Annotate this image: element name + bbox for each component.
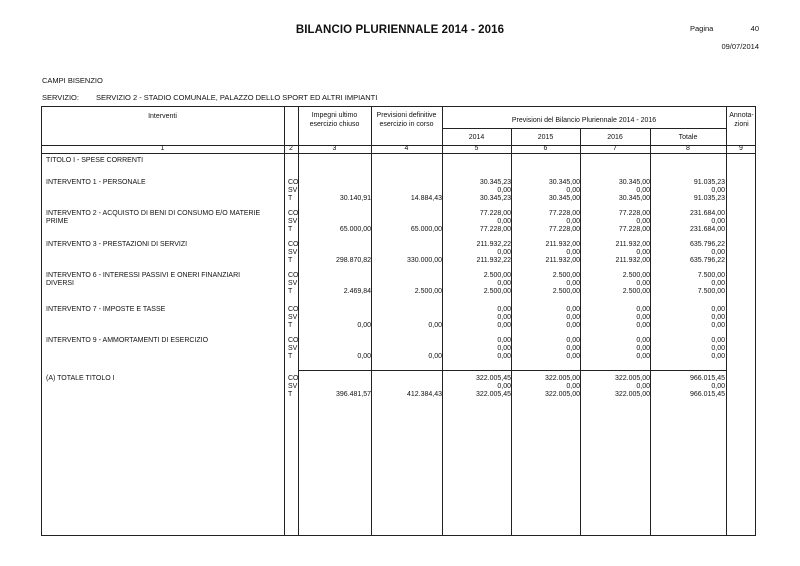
row-code: SV: [288, 383, 298, 390]
page-title: BILANCIO PLURIENNALE 2014 - 2016: [295, 24, 505, 36]
value-y2014: 0,00: [497, 218, 511, 225]
value-y2014: 0,00: [497, 280, 511, 287]
col-divider: [650, 128, 651, 536]
row-code: CO: [288, 375, 299, 382]
value-y2015: 322.005,00: [544, 391, 580, 398]
col-divider: [726, 106, 727, 536]
value-previsioni: 65.000,00: [410, 226, 442, 233]
row-code: CO: [288, 272, 299, 279]
value-totale: 0,00: [711, 322, 725, 329]
value-y2015: 0,00: [566, 383, 580, 390]
header-year-2014: 2014: [468, 134, 485, 141]
value-totale: 0,00: [711, 314, 725, 321]
value-totale: 0,00: [711, 306, 725, 313]
value-y2015: 0,00: [566, 322, 580, 329]
value-y2014: 211.932,22: [476, 241, 511, 248]
ente-name: CAMPI BISENZIO: [42, 76, 103, 85]
intervento-label: INTERVENTO 2 - ACQUISTO DI BENI DI CONSUMO E/O MATERIE PRIME: [46, 210, 261, 225]
value-y2015: 0,00: [566, 314, 580, 321]
value-y2014: 211.932,22: [476, 257, 511, 264]
col-divider: [298, 106, 299, 536]
value-y2016: 0,00: [636, 337, 650, 344]
value-totale: 966.015,45: [689, 391, 725, 398]
value-previsioni: 412.384,43: [406, 391, 442, 398]
value-totale: 966.015,45: [689, 375, 725, 382]
value-totale: 0,00: [711, 218, 725, 225]
row-code: CO: [288, 241, 299, 248]
row-code: SV: [288, 249, 298, 256]
value-y2014: 322.005,45: [475, 391, 511, 398]
value-previsioni: 0,00: [428, 322, 442, 329]
intervento-label: INTERVENTO 9 - AMMORTAMENTI DI ESERCIZIO: [46, 337, 209, 344]
header-totale: Totale: [678, 134, 698, 141]
value-y2014: 77.228,00: [479, 226, 511, 233]
header-annotazioni: Annota-zioni: [729, 112, 754, 128]
value-y2016: 322.005,00: [614, 375, 650, 382]
value-y2014: 0,00: [497, 314, 511, 321]
value-y2016: 77.228,00: [618, 210, 650, 217]
intervento-label: INTERVENTO 6 - INTERESSI PASSIVI E ONERI FINANZIARI DIVERSI: [46, 272, 241, 287]
row-code: T: [288, 391, 293, 398]
value-y2016: 30.345,00: [618, 179, 650, 186]
value-totale: 0,00: [711, 249, 725, 256]
value-y2014: 30.345,23: [479, 195, 511, 202]
value-y2014: 0,00: [497, 187, 511, 194]
header-year-2015: 2015: [537, 134, 554, 141]
value-previsioni: 14.884,43: [410, 195, 442, 202]
value-y2016: 0,00: [636, 322, 650, 329]
value-impegni: 298.870,82: [335, 257, 371, 264]
row-code: T: [288, 257, 293, 264]
value-y2014: 0,00: [497, 249, 511, 256]
intervento-label: INTERVENTO 3 - PRESTAZIONI DI SERVIZI: [46, 241, 188, 248]
value-y2015: 211.932,00: [545, 241, 580, 248]
col-number: 1: [160, 145, 165, 152]
value-y2016: 0,00: [636, 249, 650, 256]
value-totale: 91.035,23: [693, 179, 725, 186]
value-y2014: 2.500,00: [483, 288, 511, 295]
value-y2014: 0,00: [497, 322, 511, 329]
value-totale: 7.500,00: [697, 272, 725, 279]
value-totale: 91.035,23: [693, 195, 725, 202]
col-number: 7: [613, 145, 617, 152]
value-y2014: 0,00: [497, 353, 511, 360]
row-code: T: [288, 353, 293, 360]
value-totale: 0,00: [711, 280, 725, 287]
value-y2016: 0,00: [636, 306, 650, 313]
value-y2015: 0,00: [566, 280, 580, 287]
value-totale: 7.500,00: [697, 288, 725, 295]
value-totale: 635.796,22: [689, 241, 725, 248]
servizio-label: SERVIZIO:: [42, 93, 79, 102]
value-y2016: 0,00: [636, 187, 650, 194]
col-divider: [442, 106, 443, 536]
total-divider: [298, 370, 726, 371]
col-number: 9: [739, 145, 743, 152]
value-y2015: 0,00: [566, 337, 580, 344]
row-divider: [41, 153, 756, 154]
intervento-label: INTERVENTO 1 - PERSONALE: [46, 179, 146, 186]
row-code: T: [288, 288, 293, 295]
value-y2015: 77.228,00: [548, 226, 580, 233]
value-y2015: 2.500,00: [552, 272, 580, 279]
row-code: CO: [288, 179, 299, 186]
value-y2015: 0,00: [566, 249, 580, 256]
col-number: 3: [332, 145, 337, 152]
value-y2014: 30.345,23: [479, 179, 511, 186]
value-y2016: 0,00: [636, 345, 650, 352]
row-divider: [442, 128, 726, 129]
value-y2014: 77.228,00: [479, 210, 511, 217]
col-number: 2: [289, 145, 293, 152]
value-y2016: 0,00: [636, 383, 650, 390]
value-y2014: 0,00: [497, 345, 511, 352]
value-impegni: 0,00: [357, 322, 371, 329]
value-y2016: 0,00: [636, 218, 650, 225]
value-previsioni: 330.000,00: [406, 257, 442, 264]
value-previsioni: 2.500,00: [414, 288, 442, 295]
header-interventi: Interventi: [148, 113, 177, 120]
col-divider: [371, 106, 372, 536]
header-year-2016: 2016: [607, 134, 623, 141]
value-totale: 0,00: [711, 337, 725, 344]
value-y2015: 0,00: [566, 306, 580, 313]
value-y2014: 0,00: [497, 306, 511, 313]
header-impegni: Impegni ultimo esercizio chiuso: [309, 112, 360, 128]
value-y2016: 0,00: [636, 280, 650, 287]
value-y2015: 77.228,00: [548, 210, 580, 217]
value-impegni: 65.000,00: [339, 226, 371, 233]
col-number: 5: [474, 145, 479, 152]
value-y2015: 322.005,00: [544, 375, 580, 382]
report-date: 09/07/2014: [721, 42, 759, 51]
value-y2015: 211.932,00: [545, 257, 580, 264]
value-y2014: 2.500,00: [483, 272, 511, 279]
value-totale: 0,00: [711, 187, 725, 194]
value-y2015: 2.500,00: [552, 288, 580, 295]
row-code: SV: [288, 314, 298, 321]
col-number: 6: [543, 145, 548, 152]
row-code: SV: [288, 218, 298, 225]
value-totale: 0,00: [711, 345, 725, 352]
row-code: SV: [288, 280, 298, 287]
titolo-label: TITOLO I - SPESE CORRENTI: [46, 157, 144, 164]
value-y2016: 2.500,00: [622, 288, 650, 295]
value-y2015: 0,00: [566, 345, 580, 352]
row-code: T: [288, 226, 293, 233]
value-y2015: 0,00: [566, 218, 580, 225]
value-y2015: 0,00: [566, 353, 580, 360]
row-code: CO: [288, 306, 299, 313]
value-y2016: 2.500,00: [622, 272, 650, 279]
value-y2016: 211.932,00: [615, 257, 650, 264]
col-number: 8: [686, 145, 690, 152]
row-code: T: [288, 195, 293, 202]
value-y2015: 30.345,00: [548, 195, 580, 202]
col-divider: [580, 128, 581, 536]
value-y2014: 322.005,45: [475, 375, 511, 382]
page-number: 40: [750, 24, 759, 33]
value-impegni: 30.140,91: [339, 195, 371, 202]
value-y2016: 211.932,00: [615, 241, 650, 248]
value-y2014: 0,00: [497, 383, 511, 390]
row-code: T: [288, 322, 293, 329]
value-y2016: 322.005,00: [614, 391, 650, 398]
col-divider: [284, 106, 285, 536]
value-totale: 0,00: [711, 353, 725, 360]
servizio-value: SERVIZIO 2 - STADIO COMUNALE, PALAZZO DELLO SPORT ED ALTRI IMPIANTI: [96, 93, 378, 102]
value-totale: 231.684,00: [689, 210, 725, 217]
value-totale: 231.684,00: [689, 226, 725, 233]
value-y2015: 0,00: [566, 187, 580, 194]
row-code: SV: [288, 187, 298, 194]
intervento-label: INTERVENTO 7 - IMPOSTE E TASSE: [46, 306, 166, 313]
intervento-label: (A) TOTALE TITOLO I: [46, 375, 115, 382]
header-previsioni-definitive: Previsioni definitive esercizio in corso: [376, 112, 437, 128]
header-previsioni-pluriennale: Previsioni del Bilancio Pluriennale 2014 - 2016: [511, 117, 657, 124]
value-y2016: 77.228,00: [618, 226, 650, 233]
value-totale: 0,00: [711, 383, 725, 390]
value-y2016: 0,00: [636, 353, 650, 360]
row-code: SV: [288, 345, 298, 352]
value-impegni: 0,00: [357, 353, 371, 360]
value-impegni: 2.469,84: [343, 288, 371, 295]
value-impegni: 396.481,57: [335, 391, 371, 398]
value-y2015: 30.345,00: [548, 179, 580, 186]
value-previsioni: 0,00: [428, 353, 442, 360]
value-totale: 635.796,22: [689, 257, 725, 264]
value-y2016: 0,00: [636, 314, 650, 321]
page-label: Pagina: [690, 24, 714, 33]
col-divider: [511, 128, 512, 536]
row-code: CO: [288, 210, 299, 217]
value-y2014: 0,00: [497, 337, 511, 344]
value-y2016: 30.345,00: [618, 195, 650, 202]
col-number: 4: [404, 145, 409, 152]
row-code: CO: [288, 337, 299, 344]
